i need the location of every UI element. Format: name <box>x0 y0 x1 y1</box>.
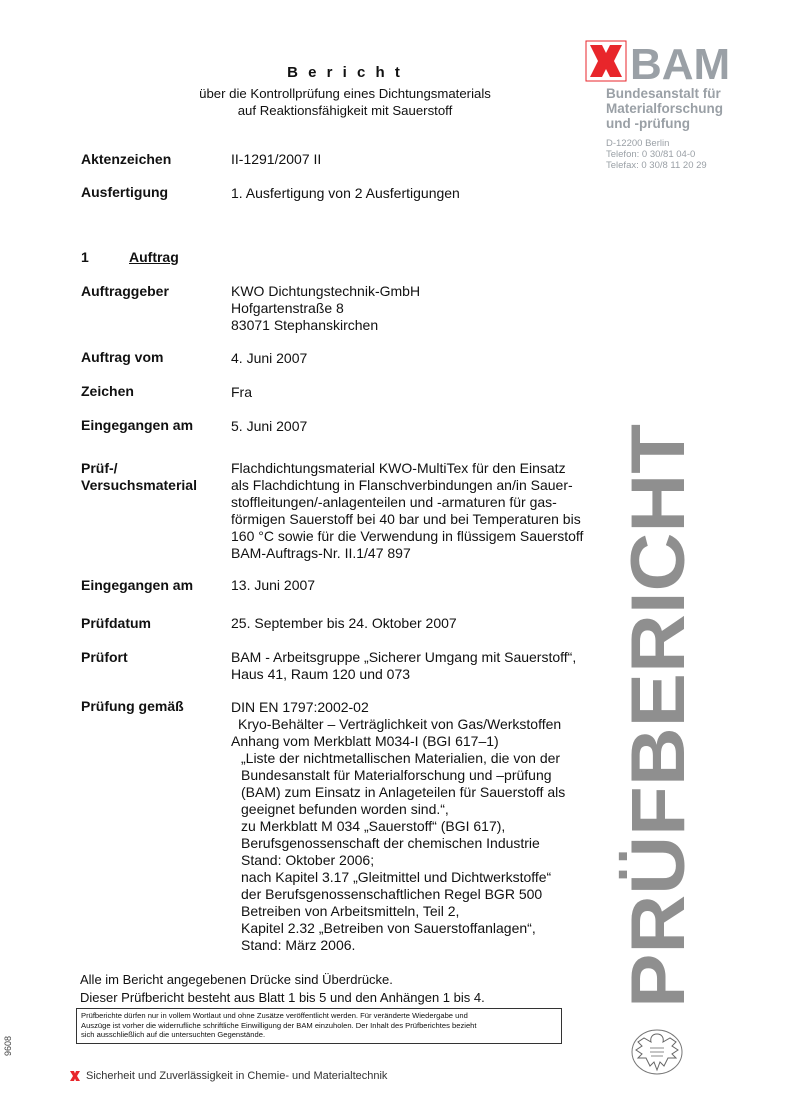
zeichen-value: Fra <box>231 384 252 400</box>
auftrag-vom-label: Auftrag vom <box>81 349 164 365</box>
institution-city: D-12200 Berlin <box>606 138 670 149</box>
material-line: stoffleitungen/-anlagenteilen und -armaturen für gas- <box>231 494 557 510</box>
bam-logo-graphic <box>586 39 746 89</box>
eingegangen-value: 13. Juni 2007 <box>231 577 316 593</box>
material-label-line: Versuchsmaterial <box>81 477 197 493</box>
side-number: 9608 <box>3 1035 13 1056</box>
material-line: förmigen Sauerstoff bei 40 bar und bei Temperaturen bis <box>231 511 581 527</box>
pruefung-line: Stand: März 2006. <box>241 937 356 953</box>
material-line: als Flachdichtung in Flanschverbindungen an/in Sauer- <box>231 477 573 493</box>
material-line: 160 °C sowie für die Verwendung in flüssigem Sauerstoff <box>231 528 584 544</box>
pruefort-label: Prüfort <box>81 649 128 665</box>
report-title: B e r i c h t <box>287 64 403 81</box>
material-line: BAM-Auftrags-Nr. II.1/47 897 <box>231 545 411 561</box>
bam-mark-icon <box>70 1071 80 1081</box>
pressure-note: Alle im Bericht angegebenen Drücke sind Überdrücke. <box>80 972 393 987</box>
institution-name-line-1: Bundesanstalt für <box>606 86 721 101</box>
pruefort-line: Haus 41, Raum 120 und 073 <box>231 666 411 682</box>
pruefung-label: Prüfung gemäß <box>81 698 184 714</box>
material-value <box>231 460 611 562</box>
pruefung-line: Betreiben von Arbeitsmitteln, Teil 2, <box>241 903 460 919</box>
pruefung-line: Anhang vom Merkblatt M034-I (BGI 617–1) <box>231 733 499 749</box>
pruefort-value <box>231 649 611 683</box>
material-label <box>81 460 197 494</box>
material-label-line: Prüf-/ <box>81 460 118 476</box>
aktenzeichen-label: Aktenzeichen <box>81 151 172 167</box>
eingegangen-label: Eingegangen am <box>81 577 194 593</box>
ausfertigung-label: Ausfertigung <box>81 184 169 200</box>
pruefung-line: der Berufsgenossenschaftlichen Regel BGR 500 <box>241 886 543 902</box>
institution-name-line-2: Materialforschung <box>606 101 724 116</box>
pruefdatum-value: 25. September bis 24. Oktober 2007 <box>231 615 457 631</box>
section-number: 1 <box>81 249 89 265</box>
federal-eagle-icon <box>630 1028 684 1081</box>
pruefung-line: geeignet befunden worden sind.“, <box>241 801 449 817</box>
report-subtitle-line-2: auf Reaktionsfähigkeit mit Sauerstoff <box>237 103 453 118</box>
auftraggeber-value <box>231 283 611 334</box>
pruefung-value <box>231 699 611 954</box>
disclaimer-line: Prüfberichte dürfen nur in vollem Wortlaut und ohne Zusätze veröffentlicht werden. Für veränderte Wiedergabe und <box>81 1011 468 1020</box>
disclaimer-line: Auszüge ist vorher die widerrufliche schriftliche Einwilligung der BAM einzuholen. Der Inhalt des Prüfberichtes bezieht <box>81 1020 477 1030</box>
institution-name <box>606 86 723 131</box>
pruefung-line: Stand: Oktober 2006; <box>241 852 375 868</box>
disclaimer-box <box>76 1008 562 1044</box>
pruefung-line: Kryo-Behälter – Verträglichkeit von Gas/Werkstoffen <box>238 716 562 732</box>
aktenzeichen-value: II-1291/2007 II <box>231 151 322 167</box>
pruefbericht-watermark <box>616 420 701 1010</box>
pruefung-line: zu Merkblatt M 034 „Sauerstoff“ (BGI 617), <box>241 818 506 834</box>
pruefbericht-text: PRÜFBERICHT <box>616 463 701 1008</box>
pruefung-line: nach Kapitel 3.17 „Gleitmittel und Dichtwerkstoffe“ <box>241 869 552 885</box>
institution-fax: Telefax: 0 30/8 11 20 29 <box>606 160 707 171</box>
auftraggeber-line: 83071 Stephanskirchen <box>231 317 379 333</box>
material-line: Flachdichtungsmaterial KWO-MultiTex für den Einsatz <box>231 460 566 476</box>
auftraggeber-line: KWO Dichtungstechnik-GmbH <box>231 283 421 299</box>
institution-name-line-3: und -prüfung <box>606 116 690 131</box>
pruefung-line: Kapitel 2.32 „Betreiben von Sauerstoffanlagen“, <box>241 920 536 936</box>
auftraggeber-line: Hofgartenstraße 8 <box>231 300 344 316</box>
auftrag-vom-value: 4. Juni 2007 <box>231 350 308 366</box>
eingegangen-value: 5. Juni 2007 <box>231 418 308 434</box>
ausfertigung-value: 1. Ausfertigung von 2 Ausfertigungen <box>231 185 460 201</box>
eingegangen-label: Eingegangen am <box>81 417 194 433</box>
pruefung-line: Berufsgenossenschaft der chemischen Industrie <box>241 835 540 851</box>
pruefung-line: „Liste der nichtmetallischen Materialien, die von der <box>241 750 561 766</box>
bam-logo <box>586 39 746 88</box>
pruefung-line: DIN EN 1797:2002-02 <box>231 699 369 715</box>
pruefort-line: BAM - Arbeitsgruppe „Sicherer Umgang mit Sauerstoff“, <box>231 649 577 665</box>
pruefung-line: Bundesanstalt für Materialforschung und –prüfung <box>241 767 552 783</box>
pruefung-line: (BAM) zum Einsatz in Anlageteilen für Sauerstoff als <box>241 784 566 800</box>
footer-slogan: Sicherheit und Zuverlässigkeit in Chemie- und Materialtechnik <box>86 1070 388 1082</box>
report-subtitle-line-1: über die Kontrollprüfung eines Dichtungsmaterials <box>199 86 491 101</box>
bam-logo-text: BAM <box>630 40 731 89</box>
pruefdatum-label: Prüfdatum <box>81 615 151 631</box>
section-title: Auftrag <box>129 249 179 265</box>
institution-phone: Telefon: 0 30/81 04-0 <box>606 149 696 160</box>
auftraggeber-label: Auftraggeber <box>81 283 169 299</box>
disclaimer-line: sich ausschließlich auf die untersuchten Gegenstände. <box>81 1030 266 1040</box>
footer <box>70 1070 387 1082</box>
institution-address <box>606 138 707 171</box>
section-heading <box>81 249 179 265</box>
pages-note: Dieser Prüfbericht besteht aus Blatt 1 bis 5 und den Anhängen 1 bis 4. <box>80 990 485 1005</box>
zeichen-label: Zeichen <box>81 383 134 399</box>
